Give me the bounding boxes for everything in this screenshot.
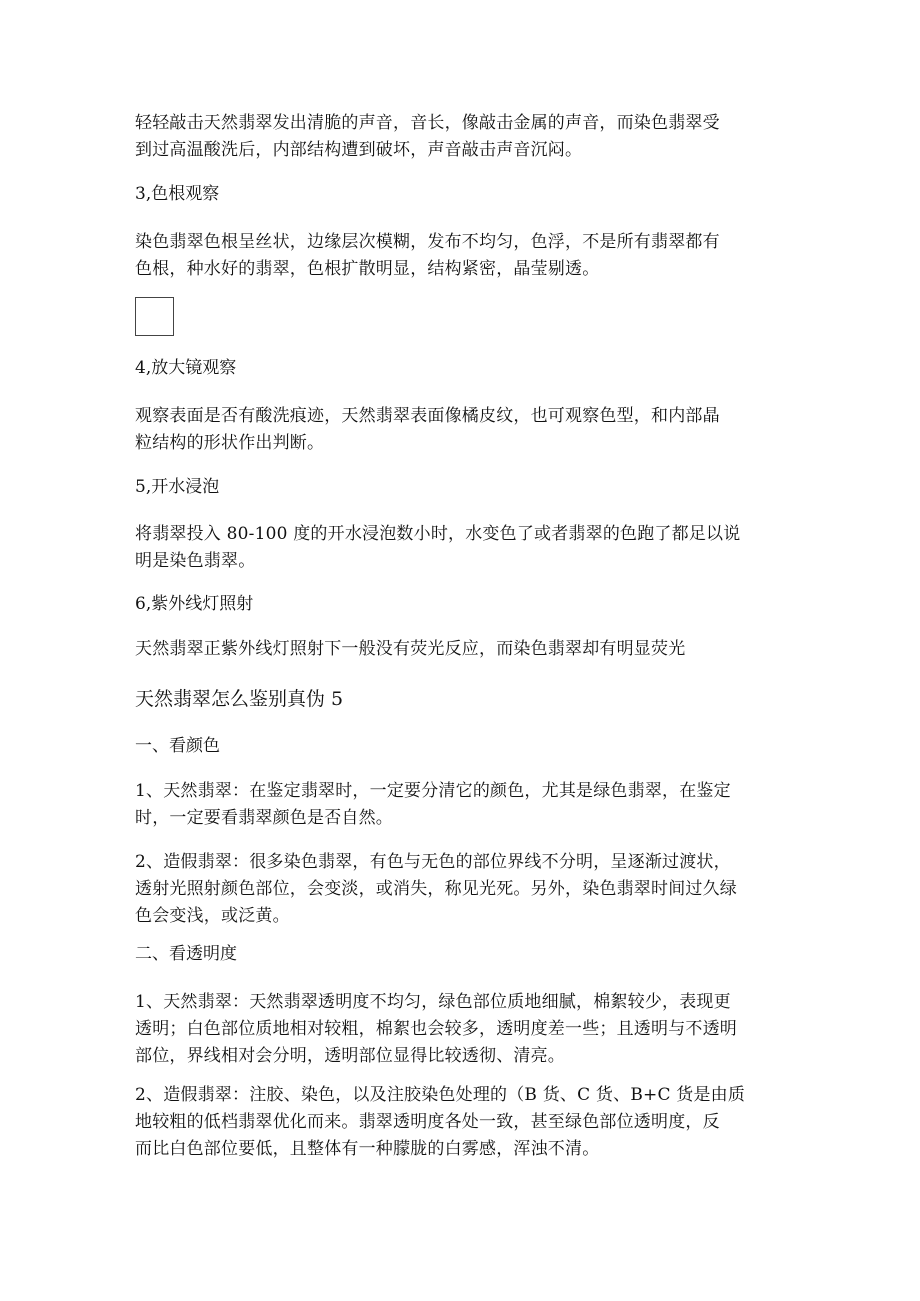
text-line: 地较粗的低档翡翠优化而来。翡翠透明度各处一致，甚至绿色部位透明度，反 bbox=[135, 1112, 720, 1132]
heading-uv-light: 6,紫外线灯照射 bbox=[135, 594, 254, 614]
paragraph-uv-light bbox=[135, 636, 785, 663]
text-line: 透射光照射颜色部位，会变淡，或消失，称见光死。另外，染色翡翠时间过久绿 bbox=[135, 879, 737, 899]
text-line: 染色翡翠色根呈丝状，边缘层次模糊，发布不均匀，色浮，不是所有翡翠都有 bbox=[135, 232, 720, 252]
image-placeholder bbox=[135, 297, 174, 336]
paragraph-natural-color bbox=[135, 778, 785, 832]
paragraph-boiling-water bbox=[135, 521, 785, 575]
text-line: 而比白色部位要低，且整体有一种朦胧的白雾感，浑浊不清。 bbox=[135, 1139, 600, 1159]
text-line: 色会变浅，或泛黄。 bbox=[135, 906, 290, 926]
text-line: 将翡翠投入 80-100 度的开水浸泡数小时，水变色了或者翡翠的色跑了都足以说 bbox=[135, 524, 741, 544]
heading-transparency: 二、看透明度 bbox=[135, 944, 237, 964]
text-line: 明是染色翡翠。 bbox=[135, 551, 256, 571]
text-line: 透明；白色部位质地相对较粗，棉絮也会较多，透明度差一些；且透明与不透明 bbox=[135, 1019, 737, 1039]
text-line: 粒结构的形状作出判断。 bbox=[135, 433, 325, 453]
text-line: 到过高温酸洗后，内部结构遭到破坏，声音敲击声音沉闷。 bbox=[135, 140, 583, 160]
text-line: 1、天然翡翠：天然翡翠透明度不均匀，绿色部位质地细腻，棉絮较少，表现更 bbox=[135, 992, 731, 1012]
text-line: 观察表面是否有酸洗痕迹，天然翡翠表面像橘皮纹，也可观察色型，和内部晶 bbox=[135, 406, 720, 426]
text-line: 1、天然翡翠：在鉴定翡翠时，一定要分清它的颜色，尤其是绿色翡翠，在鉴定 bbox=[135, 781, 731, 801]
text-line: 天然翡翠正紫外线灯照射下一般没有荧光反应，而染色翡翠却有明显荧光 bbox=[135, 639, 686, 659]
text-line: 2、造假翡翠：很多染色翡翠，有色与无色的部位界线不分明，呈逐渐过渡状， bbox=[135, 852, 731, 872]
paragraph-knock-sound bbox=[135, 110, 785, 164]
text-line: 色根，种水好的翡翠，色根扩散明显，结构紧密，晶莹剔透。 bbox=[135, 259, 600, 279]
text-line: 轻轻敲击天然翡翠发出清脆的声音，音长，像敲击金属的声音，而染色翡翠受 bbox=[135, 113, 720, 133]
text-line: 部位，界线相对会分明，透明部位显得比较透彻、清亮。 bbox=[135, 1046, 565, 1066]
paragraph-fake-color bbox=[135, 849, 785, 930]
paragraph-natural-transparency bbox=[135, 989, 785, 1070]
text-line: 2、造假翡翠：注胶、染色，以及注胶染色处理的（B 货、C 货、B+C 货是由质 bbox=[135, 1085, 746, 1105]
section-title: 天然翡翠怎么鉴别真伪 5 bbox=[135, 688, 344, 710]
paragraph-color-root bbox=[135, 229, 785, 283]
heading-color-root: 3,色根观察 bbox=[135, 184, 220, 204]
heading-look-color: 一、看颜色 bbox=[135, 736, 220, 756]
text-line: 时，一定要看翡翠颜色是否自然。 bbox=[135, 808, 393, 828]
heading-boiling-water: 5,开水浸泡 bbox=[135, 477, 220, 497]
heading-magnifier: 4,放大镜观察 bbox=[135, 358, 237, 378]
paragraph-fake-transparency bbox=[135, 1082, 785, 1163]
paragraph-magnifier bbox=[135, 403, 785, 457]
